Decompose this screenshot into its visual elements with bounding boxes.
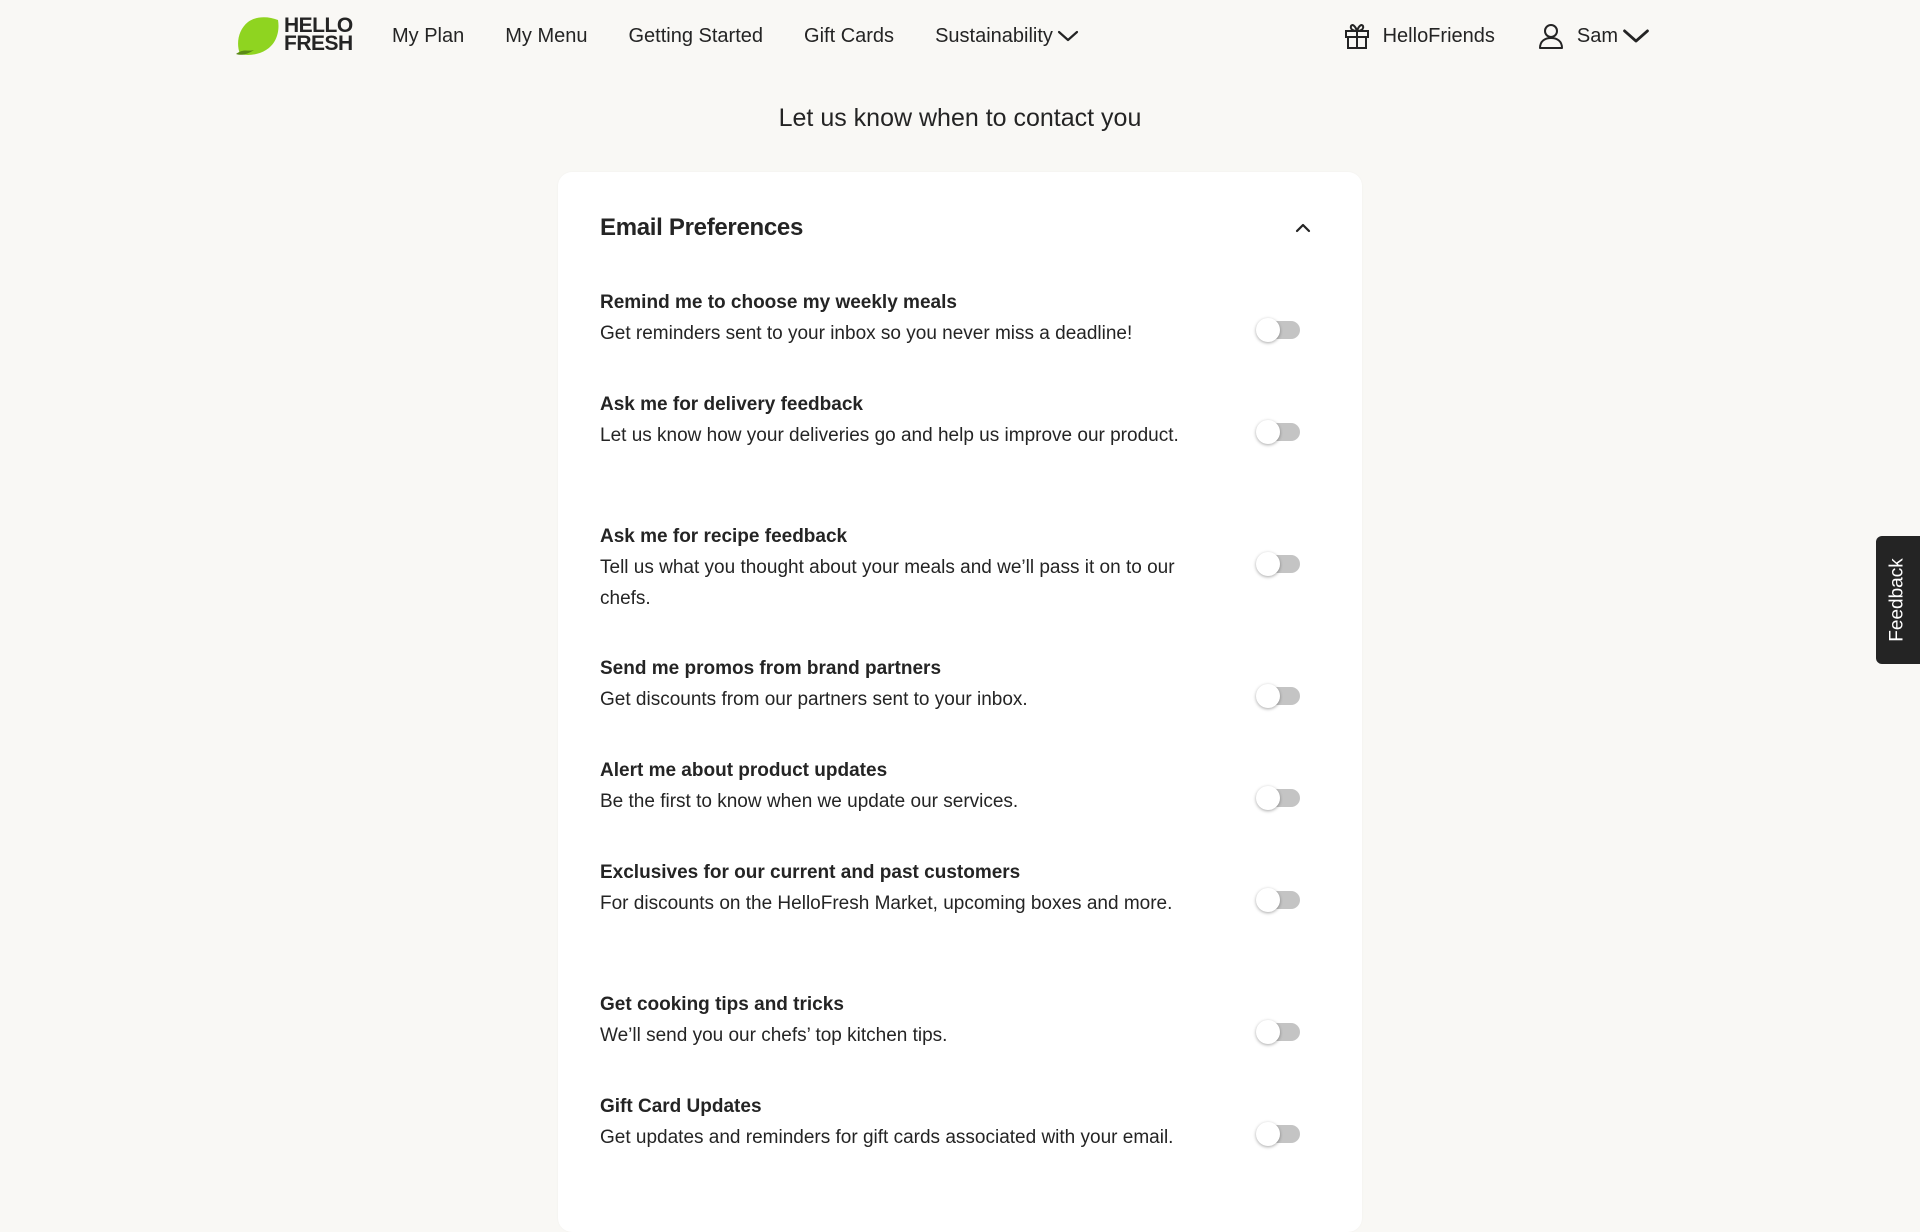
user-icon	[1537, 22, 1565, 50]
preference-title: Send me promos from brand partners	[600, 658, 942, 679]
preference-description: For discounts on the HelloFresh Market, upcoming boxes and more.	[600, 893, 1173, 914]
hellofresh-logo[interactable]	[234, 14, 354, 56]
user-menu[interactable]	[1537, 22, 1662, 50]
page-title: Let us know when to contact you	[778, 104, 1142, 132]
preference-title: Gift Card Updates	[600, 1096, 762, 1117]
nav-my-menu[interactable]: My Menu	[505, 24, 588, 47]
preference-description: Let us know how your deliveries go and help us improve our product.	[600, 425, 1179, 446]
preference-toggle[interactable]	[1256, 550, 1304, 578]
preference-title: Alert me about product updates	[600, 760, 888, 781]
preference-row	[600, 1092, 1320, 1224]
chevron-down-icon	[1057, 29, 1079, 43]
preference-description: Get updates and reminders for gift cards associated with your email.	[600, 1127, 1174, 1148]
preference-description: Be the first to know when we update our services.	[600, 791, 1019, 812]
gift-icon	[1343, 22, 1371, 50]
preference-row	[600, 756, 1320, 858]
preference-toggle[interactable]	[1256, 1018, 1304, 1046]
nav-getting-started[interactable]: Getting Started	[628, 24, 764, 47]
preferences-list	[600, 288, 1320, 1224]
preference-toggle[interactable]	[1256, 784, 1304, 812]
email-preferences-title: Email Preferences	[600, 214, 804, 241]
preference-row	[600, 654, 1320, 756]
preference-toggle[interactable]	[1256, 886, 1304, 914]
nav-my-plan[interactable]: My Plan	[392, 24, 465, 47]
nav-sustainability[interactable]	[935, 25, 1079, 48]
preference-title: Exclusives for our current and past customers	[600, 862, 1021, 883]
nav-sustainability-label: Sustainability	[935, 24, 1053, 47]
preference-row	[600, 858, 1320, 990]
logo-wordmark: HELLO FRESH	[284, 14, 353, 55]
header-right	[1343, 0, 1662, 72]
collapse-button[interactable]	[1288, 213, 1318, 243]
preference-row	[600, 288, 1320, 390]
hellofresh-lime-icon	[234, 14, 280, 56]
chevron-down-icon	[1622, 22, 1650, 50]
preference-row	[600, 990, 1320, 1092]
nav-gift-cards[interactable]: Gift Cards	[804, 24, 895, 47]
email-preferences-card	[558, 172, 1362, 1232]
preference-description: Get discounts from our partners sent to your inbox.	[600, 689, 1028, 710]
main-nav	[392, 0, 1120, 72]
preference-toggle[interactable]	[1256, 682, 1304, 710]
chevron-up-icon	[1294, 222, 1312, 234]
top-header	[0, 0, 1920, 72]
preference-title: Get cooking tips and tricks	[600, 994, 844, 1015]
email-preferences-header[interactable]	[600, 208, 1320, 248]
preference-title: Remind me to choose my weekly meals	[600, 292, 957, 313]
preference-description: Tell us what you thought about your meals and we’ll pass it on to our chefs.	[600, 557, 1175, 609]
preference-title: Ask me for delivery feedback	[600, 394, 863, 415]
preference-toggle[interactable]	[1256, 418, 1304, 446]
preference-description: We’ll send you our chefs’ top kitchen tips.	[600, 1025, 948, 1046]
hellofriends-link[interactable]	[1343, 22, 1495, 50]
hellofriends-label: HelloFriends	[1382, 24, 1495, 47]
preference-toggle[interactable]	[1256, 316, 1304, 344]
feedback-label: Feedback	[1887, 558, 1909, 642]
preference-row	[600, 390, 1320, 522]
preference-row	[600, 522, 1320, 654]
user-name: Sam	[1576, 24, 1618, 47]
preference-toggle[interactable]	[1256, 1120, 1304, 1148]
preference-description: Get reminders sent to your inbox so you never miss a deadline!	[600, 323, 1133, 344]
feedback-tab[interactable]	[1876, 536, 1920, 664]
preference-title: Ask me for recipe feedback	[600, 526, 848, 547]
